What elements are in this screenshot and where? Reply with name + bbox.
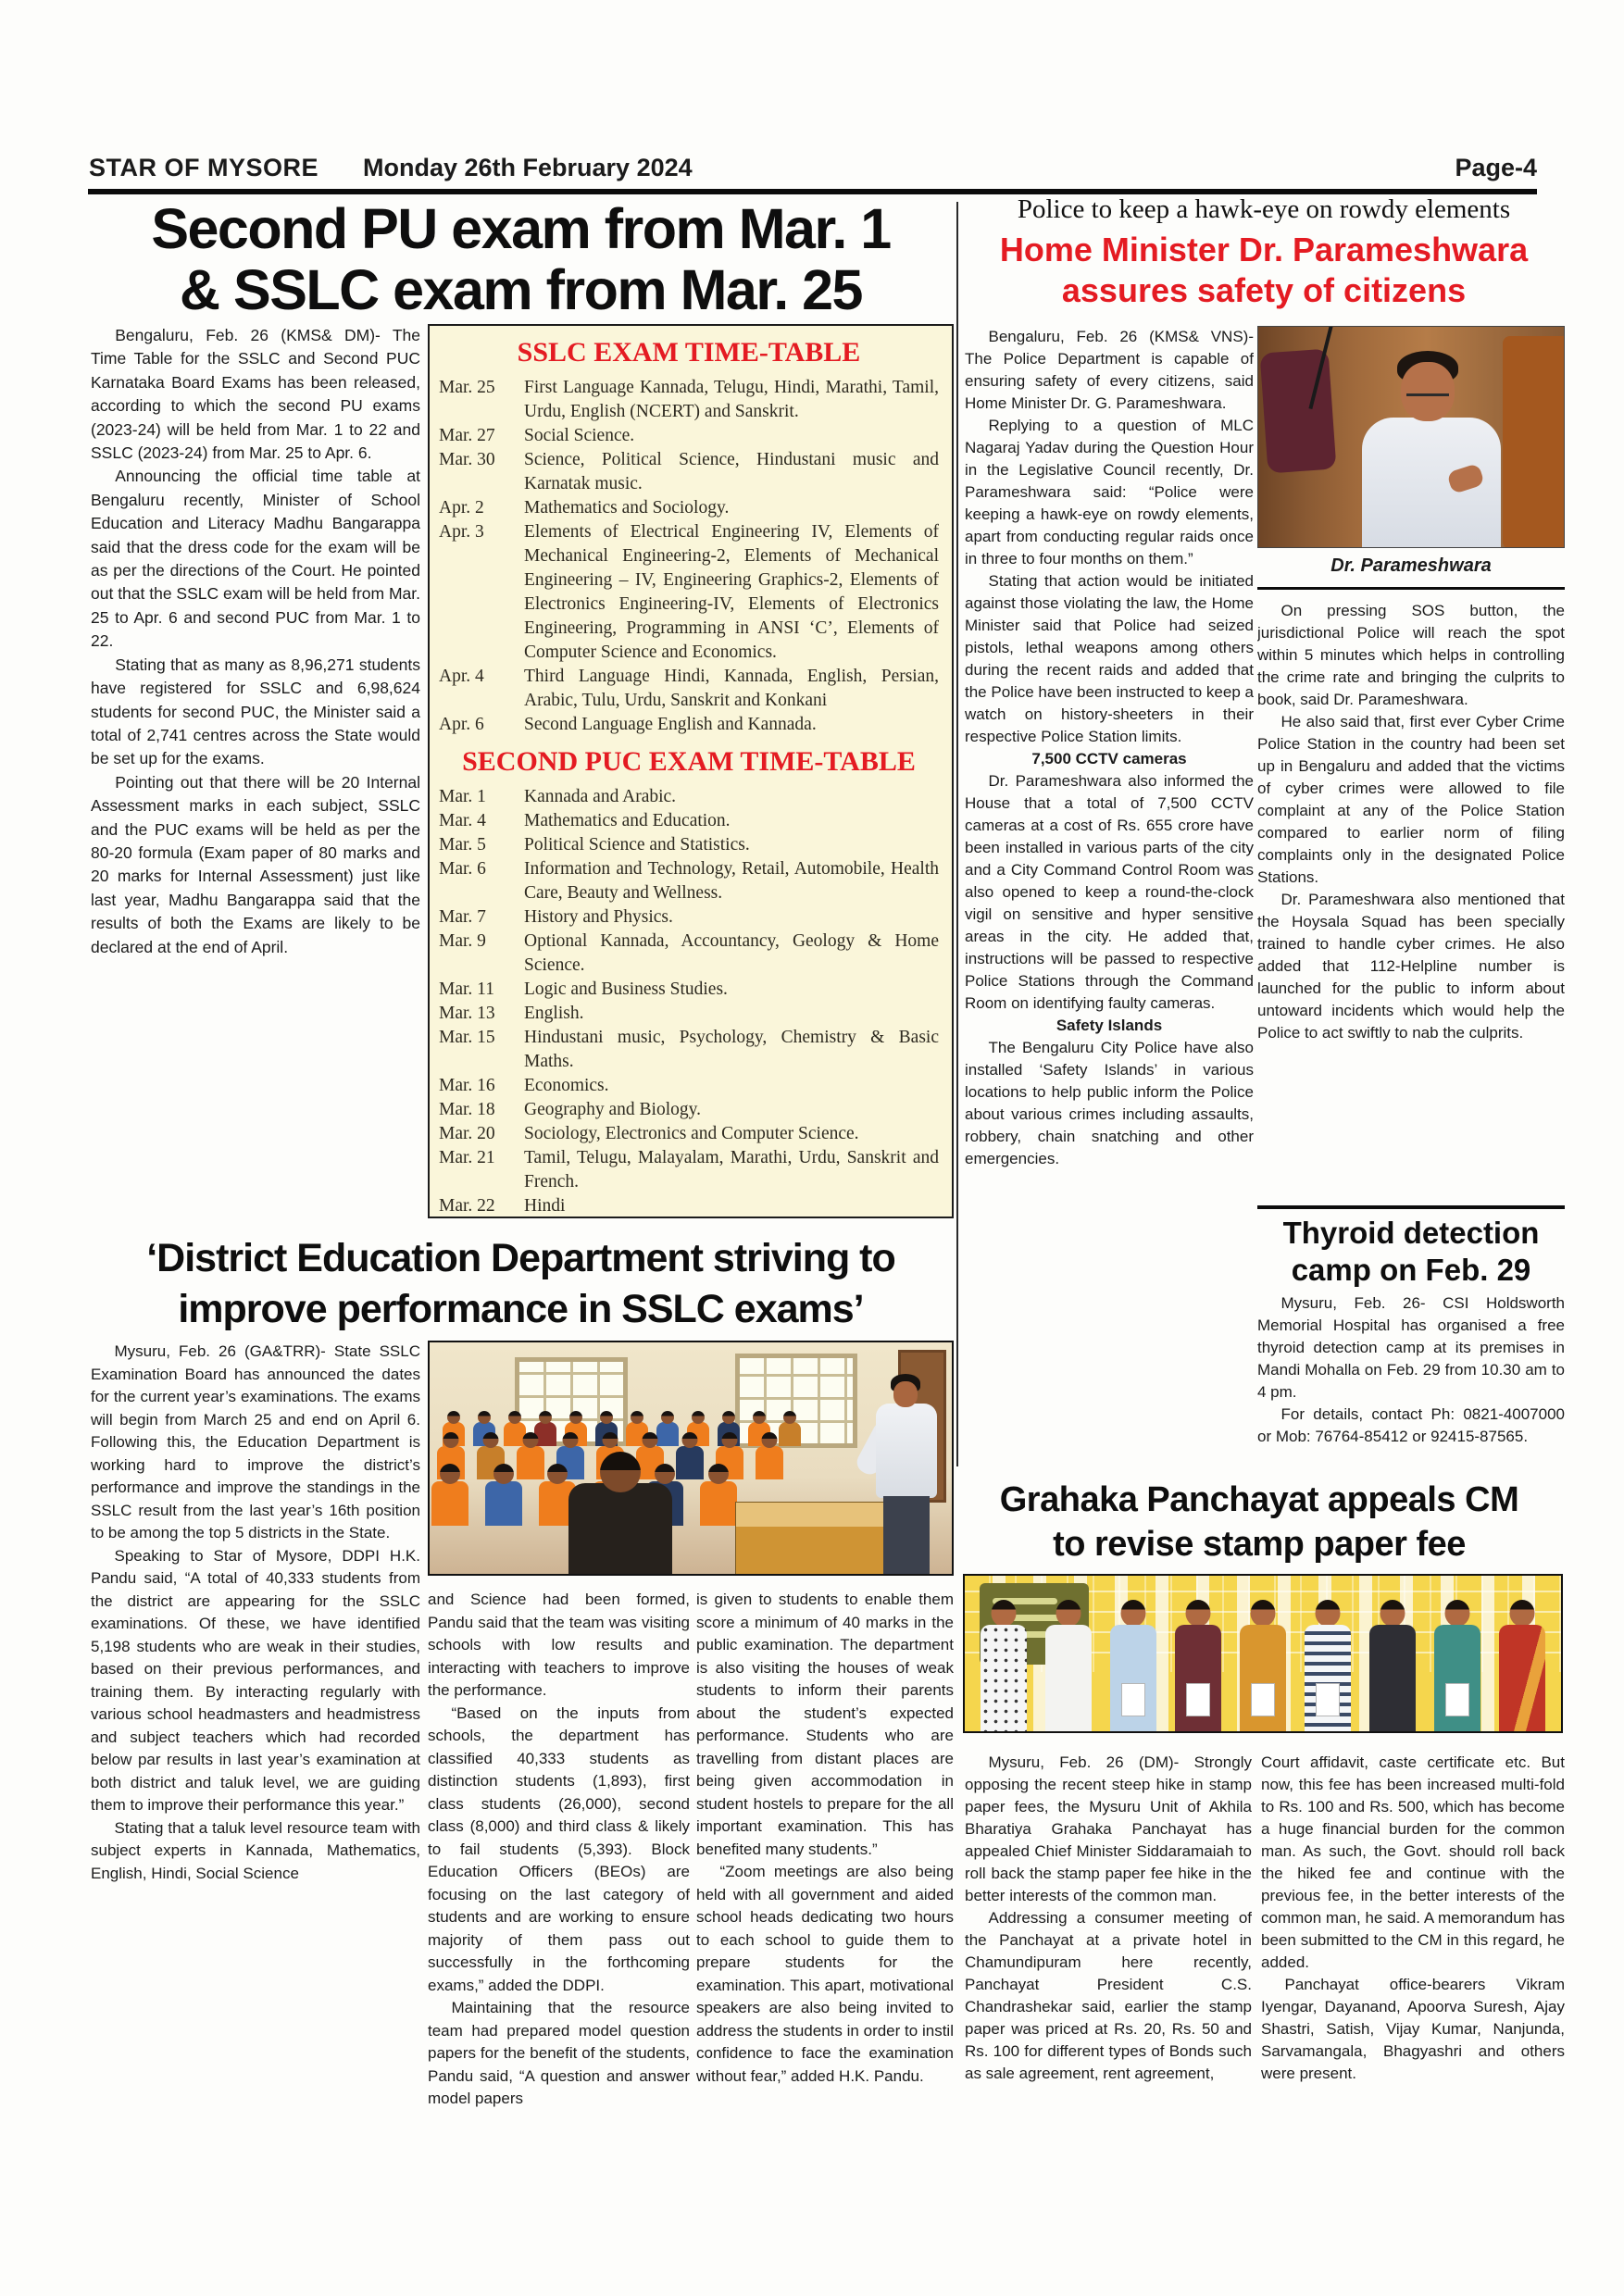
person-glasses: [1406, 384, 1449, 396]
parameshwara-photo: [1257, 326, 1565, 548]
teacher-shirt: [876, 1404, 937, 1498]
chair-shape: [1260, 349, 1337, 474]
headline-line: Second PU exam from Mar. 1: [151, 197, 891, 260]
paragraph: Pointing out that there will be 20 Internal Assessment marks in each subject, SSLC and the PUC exams will be held as per the 80-20 formula (Exam paper of 80 marks and 20 marks for Internal Assessment) just like last year, Madhu Bangarappa said that the results of both the Exams are likely to be declared at the end of April.: [91, 772, 420, 956]
column-divider: [956, 202, 958, 1466]
puc-timetable-title: SECOND PUC EXAM TIME-TABLE: [462, 746, 916, 777]
table-row: [439, 978, 939, 1002]
exam-date: Mar. 7: [439, 907, 486, 927]
person-figure: [978, 1600, 1030, 1731]
exam-date: Mar. 30: [439, 450, 495, 469]
exam-subjects: Hindustani music, Psychology, Chemistry & Basic Maths.: [524, 1028, 939, 1071]
section-rule: [1257, 1205, 1565, 1209]
person-head: [1056, 1600, 1081, 1627]
exam-date: Mar. 1: [439, 787, 486, 806]
exam-subjects: Logic and Business Studies.: [524, 980, 728, 999]
paragraph: “Zoom meetings are also being held with all government and aided school heads dedicating two hours to each school to guide them to prepare students for the examination. This apart, motivational speakers are also being invited to address the students in order to instil confidence to face the examination without fear,” added H.K. Pandu.: [696, 1863, 954, 2085]
table-row: [439, 930, 939, 978]
pu-exam-headline: [88, 198, 954, 320]
subheading: Safety Islands: [1056, 1017, 1163, 1034]
paragraph: “Based on the inputs from schools, the department has classified 40,333 students as distinction students (1,893), first class students (26,000), second class (8,000) and third class & likely to fail students (5,393). Block Education Officers (BEOs) are focusing on the last category of students and are working to ensure majority of them pass out successfully in the forthcoming exams,” added the DDPI.: [428, 1703, 690, 1994]
exam-timetable-box: [428, 324, 954, 1218]
exam-subjects: Elements of Electrical Engineering IV, Elements of Mechanical Engineering-2, Elements of Mechanical Engineering – IV, Engineering Graphics-2, Elements of Electronics Engineering-IV, Elements of Electronics Engineering, Programming in ANSI ‘C’, Elements of Computer Science and Economics.: [524, 522, 939, 662]
headline-line: Thyroid detection: [1282, 1216, 1540, 1250]
person-body: [981, 1625, 1027, 1731]
exam-date: Mar. 25: [439, 378, 495, 397]
student-figure: [431, 1481, 468, 1526]
foreground-student-figure: [568, 1483, 672, 1576]
teacher-pants: [883, 1496, 930, 1576]
exam-date: Apr. 2: [439, 498, 484, 518]
person-figure: [1043, 1600, 1094, 1731]
exam-subjects: Geography and Biology.: [524, 1100, 701, 1119]
paragraph: Speaking to Star of Mysore, DDPI H.K. Pandu said, “A total of 40,333 students from the district are appearing for the SSLC examinations. Of these, we have identified 5,198 students who are weak in their studies, based on their previous performances, and training them. By interacting regularly with various school headmasters and headmistress and subject teachers which had recorded below par results in last year’s examination at both district and taluk level, we are guiding them to improve their performance this year.”: [91, 1546, 420, 1814]
paragraph: Mysuru, Feb. 26 (GA&TRR)- State SSLC Examination Board has announced the dates for the current year’s examinations. The exams will begin from March 25 and end on April 6. Following this, the Education Department is working hard to improve the district’s performance and improve the standings in the SSLC result from the last year’s 16th position to be among the top 5 districts in the State.: [91, 1342, 420, 1541]
exam-subjects: First Language Kannada, Telugu, Hindi, Marathi, Tamil, Urdu, English (NCERT) and Sanskrit.: [524, 378, 939, 421]
page-number: Page-4: [1455, 154, 1537, 181]
headline-line: & SSLC exam from Mar. 25: [180, 258, 862, 321]
paragraph: Addressing a consumer meeting of the Panchayat at a private hotel in Chamundipuram here recently, Panchayat President C.S. Chandrashekar said, earlier the stamp paper was priced at Rs. 20, Rs. 50 and Rs. 100 for different types of Bonds such as sale agreement, rent agreement,: [965, 1909, 1252, 2082]
student-figure: [485, 1481, 522, 1526]
police-headline: [963, 230, 1565, 311]
grahaka-column-2: [1261, 1752, 1565, 2253]
paragraph: For details, contact Ph: 0821-4007000 or Mob: 76764-85412 or 92415-87565.: [1257, 1405, 1565, 1445]
table-row: [439, 857, 939, 905]
person-head: [1510, 1600, 1535, 1627]
edition-date: Monday 26th February 2024: [363, 154, 693, 181]
headline-line: ‘District Education Department striving to: [146, 1236, 895, 1280]
white-paper: [1445, 1683, 1469, 1716]
paragraph: Bengaluru, Feb. 26 (KMS& DM)- The Time Table for the SSLC and Second PUC Karnataka Board Exams has been released, according to which the second PU exams (2023-24) will be held from Mar. 1 to 22 and SSLC (2023-24) from Mar. 25 to Apr. 6.: [91, 326, 420, 463]
paragraph: The Bengaluru City Police have also installed ‘Safety Islands’ in various locations to help public inform the Police about various crimes including assaults, robbery, chain snatching and other emergencies.: [965, 1039, 1254, 1167]
table-row: [439, 1122, 939, 1146]
exam-date: Mar. 22: [439, 1196, 495, 1216]
exam-subjects: Tamil, Telugu, Malayalam, Marathi, Urdu, Sanskrit and French.: [524, 1148, 939, 1192]
teacher-face: [893, 1381, 918, 1407]
district-column-2: [428, 1589, 690, 2250]
person-head: [1121, 1600, 1146, 1627]
exam-date: Apr. 4: [439, 667, 484, 686]
paragraph: is given to students to enable them score a minimum of 40 marks in the public examination. The department is also visiting the houses of weak students to inform their parents about the student’s expected performance. Students who are travelling from distant places are being given accommodation in student hostels to prepare for the all important examination. This has benefited many students.”: [696, 1591, 954, 1858]
exam-date: Mar. 5: [439, 835, 486, 855]
exam-date: Mar. 27: [439, 426, 495, 445]
paragraph: Stating that a taluk level resource team with subject experts in Kannada, Mathematics, English, Hindi, Social Science: [91, 1818, 420, 1882]
student-figure: [756, 1446, 783, 1479]
headline-line: Home Minister Dr. Parameshwara: [999, 231, 1529, 268]
person-body: [1369, 1625, 1416, 1731]
group-of-people: [965, 1596, 1561, 1731]
person-body: [1499, 1625, 1545, 1731]
bench-shape: [1503, 336, 1565, 548]
paragraph: Court affidavit, caste certificate etc. But now, this fee has been increased multi-fold to Rs. 100 and Rs. 500, which has become a huge financial burden for the common man. As such, the Govt. should roll back the hiked fee and continue with the previous fee, in the better interests of the common man, he said. A memorandum has been submitted to the CM in this regard, he added.: [1261, 1753, 1565, 1971]
student-figure: [656, 1422, 679, 1446]
table-row: [439, 833, 939, 857]
table-row: [439, 1098, 939, 1122]
exam-subjects: Mathematics and Education.: [524, 811, 731, 830]
table-row: [439, 448, 939, 496]
paragraph: He also said that, first ever Cyber Crime Police Station in the country had been set up in Bengaluru and added that the victims of cyber crimes were allowed to file complaint at any of the Police Station compared to earlier norm of filing complaints only in the designated Police Stations.: [1257, 713, 1565, 886]
exam-subjects: Sociology, Electronics and Computer Science.: [524, 1124, 859, 1143]
table-row: [439, 496, 939, 520]
police-column-1: [965, 326, 1254, 1466]
thyroid-body: [1257, 1292, 1565, 1466]
headline-line: camp on Feb. 29: [1291, 1253, 1531, 1287]
exam-date: Mar. 13: [439, 1004, 495, 1023]
person-figure: [1367, 1600, 1418, 1731]
person-figure: [1302, 1600, 1354, 1731]
caption-rule: [1257, 587, 1565, 590]
district-column-1: [91, 1341, 420, 2250]
paragraph: Replying to a question of MLC Nagaraj Yadav during the Question Hour in the Legislative Council recently, Dr. Parameshwara said: “Police were keeping a hawk-eye on rowdy elements, apart from conducting regular raids once in three to four months on them.”: [965, 417, 1254, 568]
person-head: [1445, 1600, 1470, 1627]
table-row: [439, 809, 939, 833]
person-head: [1251, 1600, 1276, 1627]
table-row: [439, 1194, 939, 1218]
paragraph: Dr. Parameshwara also mentioned that the Hoysala Squad has been specially trained to handle cyber crimes. He also added that 112-Helpline number is launched for the public to inform about untoward incidents which would help the Police to act swiftly to nab the culprits.: [1257, 891, 1565, 1042]
pu-exam-body-column: [91, 324, 420, 1218]
police-kicker: Police to keep a hawk-eye on rowdy elements: [1017, 194, 1511, 224]
student-figure: [779, 1422, 801, 1446]
district-headline: [88, 1233, 954, 1335]
person-figure: [1237, 1600, 1289, 1731]
headline-line: improve performance in SSLC exams’: [178, 1287, 864, 1331]
paragraph: On pressing SOS button, the jurisdictional Police will reach the spot within 5 minutes which helps in controlling the crime rate and bringing the culprits to book, said Dr. Parameshwara.: [1257, 602, 1565, 708]
paragraph: Stating that as many as 8,96,271 students have registered for SSLC and 6,98,624 students for second PUC, the Minister said a total of 2,741 centres across the State would be set up for the exams.: [91, 655, 420, 768]
police-column-2: [1257, 600, 1565, 1196]
exam-date: Mar. 15: [439, 1028, 495, 1047]
exam-subjects: Social Science.: [524, 426, 635, 445]
person-figure: [1496, 1600, 1548, 1731]
subheading: 7,500 CCTV cameras: [1031, 750, 1187, 767]
table-row: [439, 424, 939, 448]
exam-subjects: Mathematics and Sociology.: [524, 498, 730, 518]
teacher-figure: [863, 1374, 952, 1576]
exam-subjects: Kannada and Arabic.: [524, 787, 677, 806]
thyroid-headline: [1257, 1215, 1565, 1289]
paragraph: Mysuru, Feb. 26 (DM)- Strongly opposing the recent steep hike in stamp paper fees, the Mysuru Unit of Akhila Bharatiya Grahaka Panchayat has appealed Chief Minister Siddaramaiah to roll back the stamp paper fee hike in the better interests of the common man.: [965, 1753, 1252, 1904]
paragraph: Stating that action would be initiated against those violating the law, the Home Minister said that Police had seized pistols, lethal weapons among others during the recent raids and added that the Police have been instructed to keep a watch on history-sheeters in their respective Police Station limits.: [965, 572, 1254, 745]
white-paper: [1251, 1683, 1275, 1716]
person-figure: [1431, 1600, 1483, 1731]
grahaka-headline: [954, 1478, 1565, 1566]
exam-subjects: Political Science and Statistics.: [524, 835, 750, 855]
exam-date: Apr. 6: [439, 715, 484, 734]
exam-date: Apr. 3: [439, 522, 484, 542]
exam-subjects: History and Physics.: [524, 907, 673, 927]
person-head: [992, 1600, 1017, 1627]
exam-subjects: Hindi: [524, 1196, 566, 1216]
headline-line: to revise stamp paper fee: [1053, 1525, 1466, 1564]
headline-line: Grahaka Panchayat appeals CM: [999, 1480, 1519, 1519]
table-row: [439, 1146, 939, 1194]
student-figure: [676, 1446, 704, 1479]
exam-subjects: English.: [524, 1004, 584, 1023]
white-paper: [1121, 1683, 1145, 1716]
exam-date: Mar. 4: [439, 811, 486, 830]
paragraph: Bengaluru, Feb. 26 (KMS& VNS)- The Police Department is capable of ensuring safety of every citizens, said Home Minister Dr. G. Parameshwara.: [965, 328, 1254, 412]
white-paper: [1186, 1683, 1210, 1716]
table-row: [439, 376, 939, 424]
exam-date: Mar. 20: [439, 1124, 495, 1143]
classroom-photo: [428, 1341, 954, 1576]
person-figure: [1107, 1600, 1159, 1731]
grahaka-group-photo: [963, 1574, 1563, 1733]
headline-line: assures safety of citizens: [1061, 271, 1467, 309]
student-figure: [700, 1481, 737, 1526]
paragraph: Maintaining that the resource team had prepared model question papers for the benefit of the students, Pandu said, “A question and answer model papers: [428, 1999, 690, 2107]
person-head: [1186, 1600, 1211, 1627]
exam-subjects: Science, Political Science, Hindustani music and Karnatak music.: [524, 450, 939, 493]
person-figure: [1172, 1600, 1224, 1731]
paragraph: and Science had been formed, Pandu said that the team was visiting schools with low results and interacting with teachers to improve the performance.: [428, 1591, 690, 1699]
table-row: [439, 905, 939, 930]
paragraph: Dr. Parameshwara also informed the House that a total of 7,500 CCTV cameras at a cost of Rs. 655 crore have been installed in various parts of the city and a City Command Control Room was also opened to keep a round-the-clock vigil on sensitive and hyper sensitive areas in the city. He added that, instructions will be passed to respective Police Stations through the Command Room on identifying faulty cameras.: [965, 772, 1254, 1012]
district-column-3: [696, 1589, 954, 2250]
exam-date: Mar. 18: [439, 1100, 495, 1119]
table-row: [439, 713, 939, 737]
person-head: [1316, 1600, 1341, 1627]
table-row: [439, 1026, 939, 1074]
table-row: [439, 785, 939, 809]
exam-subjects: Economics.: [524, 1076, 609, 1095]
photo-caption: Dr. Parameshwara: [1330, 555, 1492, 576]
student-figure: [517, 1446, 544, 1479]
paragraph: Mysuru, Feb. 26- CSI Holdsworth Memorial Hospital has organised a free thyroid detection camp at its premises in Mandi Mohalla on Feb. 29 from 10.30 am to 4 pm.: [1257, 1294, 1565, 1401]
exam-date: Mar. 6: [439, 859, 486, 879]
paragraph: Announcing the official time table at Bengaluru recently, Minister of School Education and Literacy Madhu Bangarappa said that the dress code for the exam will be as per the directions of the Court. He pointed out that the SSLC exam will be held from Mar. 25 to Apr. 6 and second PUC from Mar. 1 to 22.: [91, 467, 420, 651]
table-row: [439, 665, 939, 713]
exam-subjects: Third Language Hindi, Kannada, English, Persian, Arabic, Tulu, Urdu, Sanskrit and Konkani: [524, 667, 939, 710]
table-row: [439, 1074, 939, 1098]
person-head: [1380, 1600, 1405, 1627]
sslc-timetable-title: SSLC EXAM TIME-TABLE: [517, 337, 861, 368]
white-paper: [1316, 1683, 1340, 1716]
masthead: STAR OF MYSORE: [89, 154, 319, 181]
exam-subjects: Information and Technology, Retail, Automobile, Health Care, Beauty and Wellness.: [524, 859, 939, 903]
grahaka-column-1: [965, 1752, 1252, 2253]
exam-date: Mar. 11: [439, 980, 494, 999]
exam-date: Mar. 9: [439, 931, 486, 951]
table-row: [439, 520, 939, 665]
paragraph: Panchayat office-bearers Vikram Iyengar, Dayanand, Apoorva Suresh, Ajay Shastri, Satish, Vijay Kumar, Nanjunda, Sarvamangala, Bhagyashri and others were present.: [1261, 1976, 1565, 2082]
exam-subjects: Optional Kannada, Accountancy, Geology & Home Science.: [524, 931, 939, 975]
exam-date: Mar. 21: [439, 1148, 495, 1167]
person-body: [1045, 1625, 1092, 1731]
table-row: [439, 1002, 939, 1026]
exam-date: Mar. 16: [439, 1076, 495, 1095]
exam-subjects: Second Language English and Kannada.: [524, 715, 817, 734]
